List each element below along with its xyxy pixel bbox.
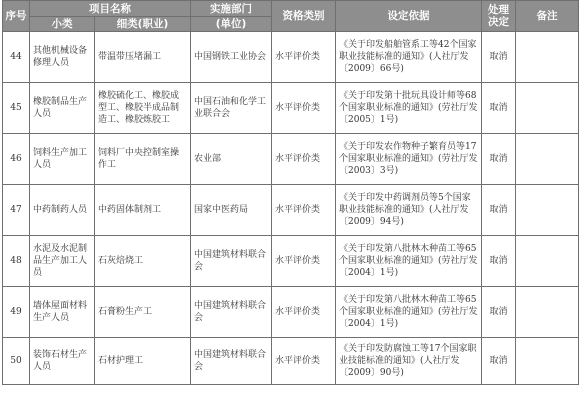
cell-basis: 《关于印发第八批林木种苗工等65个国家职业标准的通知》(劳社厅发〔2004〕1号)	[336, 236, 482, 287]
cell-dept: 中国建筑材料联合会	[191, 287, 272, 338]
cell-basis: 《关于印发第十批玩具设计师等68个国家职业标准的通知》(劳社厅发〔2005〕1号)	[336, 83, 482, 134]
cell-dept: 中国石油和化学工业联合会	[191, 83, 272, 134]
header-dept: 实施部门	[191, 1, 272, 17]
cell-basis: 《关于印发防腐蚀工等17个国家职业技能标准的通知》(人社厅发〔2009〕90号)	[336, 338, 482, 385]
cell-small-category: 其他机械设备修理人员	[30, 32, 95, 83]
cell-decision: 取消	[482, 83, 516, 134]
qualification-table	[2, 0, 579, 385]
cell-decision: 取消	[482, 236, 516, 287]
cell-detail: 带温带压堵漏工	[95, 32, 191, 83]
header-qual-type: 资格类别	[272, 1, 336, 32]
cell-dept: 中国建筑材料联合会	[191, 236, 272, 287]
table-row	[3, 83, 579, 134]
cell-basis: 《关于印发船舶管系工等42个国家职业技能标准的通知》(人社厅发〔2009〕66号)	[336, 32, 482, 83]
cell-decision: 取消	[482, 32, 516, 83]
cell-small-category: 中药制药人员	[30, 185, 95, 236]
cell-basis: 《关于印发中药调剂员等5个国家职业技能标准的通知》(人社厅发〔2009〕94号)	[336, 185, 482, 236]
cell-seq: 48	[3, 236, 30, 287]
header-decision-line2: 决定	[488, 16, 509, 28]
cell-seq: 50	[3, 338, 30, 385]
table-row	[3, 338, 579, 385]
cell-small-category: 饲料生产加工人员	[30, 134, 95, 185]
cell-detail: 饲料厂中央控制室操作工	[95, 134, 191, 185]
cell-small-category: 水泥及水泥制品生产加工人员	[30, 236, 95, 287]
header-small-category: 小类	[30, 17, 95, 32]
cell-small-category: 装饰石材生产人员	[30, 338, 95, 385]
cell-notes	[516, 83, 579, 134]
cell-seq: 46	[3, 134, 30, 185]
cell-decision: 取消	[482, 134, 516, 185]
cell-basis: 《关于印发第八批林木种苗工等65个国家职业标准的通知》(劳社厅发〔2004〕1号)	[336, 287, 482, 338]
table-header	[3, 1, 579, 32]
header-seq: 序号	[3, 1, 30, 32]
cell-dept: 中国建筑材料联合会	[191, 338, 272, 385]
cell-notes	[516, 287, 579, 338]
table-row	[3, 185, 579, 236]
header-basis: 设定依据	[336, 1, 482, 32]
cell-notes	[516, 134, 579, 185]
header-dept-sub: (单位)	[191, 17, 272, 32]
cell-qual-type: 水平评价类	[272, 32, 336, 83]
cell-seq: 44	[3, 32, 30, 83]
header-notes: 备注	[516, 1, 579, 32]
cell-notes	[516, 32, 579, 83]
cell-decision: 取消	[482, 287, 516, 338]
cell-notes	[516, 338, 579, 385]
cell-detail: 石灰焙烧工	[95, 236, 191, 287]
cell-qual-type: 水平评价类	[272, 83, 336, 134]
cell-qual-type: 水平评价类	[272, 236, 336, 287]
cell-qual-type: 水平评价类	[272, 185, 336, 236]
cell-dept: 国家中医药局	[191, 185, 272, 236]
table-row	[3, 32, 579, 83]
cell-detail: 石膏粉生产工	[95, 287, 191, 338]
cell-small-category: 墙体屋面材料生产人员	[30, 287, 95, 338]
cell-notes	[516, 236, 579, 287]
cell-qual-type: 水平评价类	[272, 134, 336, 185]
table-row	[3, 287, 579, 338]
cell-small-category: 橡胶制品生产人员	[30, 83, 95, 134]
cell-seq: 49	[3, 287, 30, 338]
cell-dept: 中国钢铁工业协会	[191, 32, 272, 83]
cell-detail: 橡胶硫化工、橡胶成型工、橡胶半成品制造工、橡胶炼胶工	[95, 83, 191, 134]
header-project: 项目名称	[30, 1, 191, 17]
header-detail: 细类(职业)	[95, 17, 191, 32]
table-row	[3, 134, 579, 185]
table-body	[3, 32, 579, 385]
cell-qual-type: 水平评价类	[272, 338, 336, 385]
cell-dept: 农业部	[191, 134, 272, 185]
cell-decision: 取消	[482, 338, 516, 385]
header-decision-line1: 处理	[488, 4, 509, 16]
cell-notes	[516, 185, 579, 236]
header-decision	[482, 1, 516, 32]
cell-detail: 石材护理工	[95, 338, 191, 385]
cell-decision: 取消	[482, 185, 516, 236]
cell-seq: 45	[3, 83, 30, 134]
table-row	[3, 236, 579, 287]
cell-qual-type: 水平评价类	[272, 287, 336, 338]
cell-seq: 47	[3, 185, 30, 236]
cell-basis: 《关于印发农作物种子繁育员等17个国家职业标准的通知》(劳社厅发〔2003〕3号)	[336, 134, 482, 185]
cell-detail: 中药固体制剂工	[95, 185, 191, 236]
